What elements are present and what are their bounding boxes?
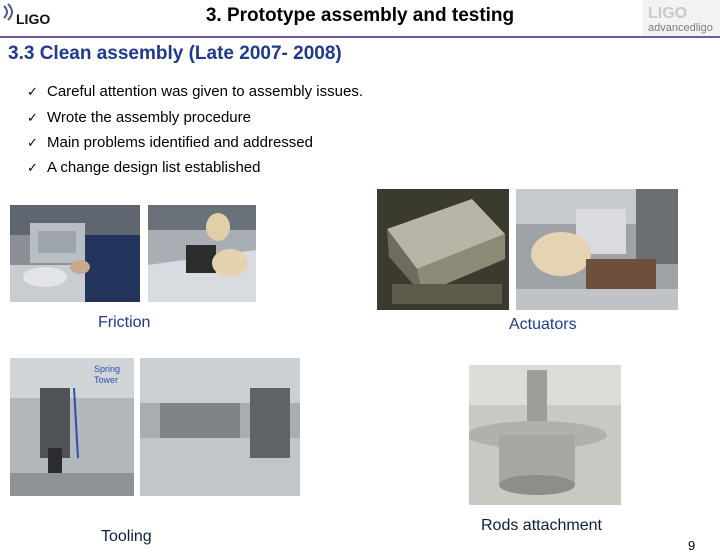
caption-rods-attachment: Rods attachment: [481, 517, 602, 534]
actuators-photo-1: [377, 189, 509, 310]
check-icon: ✓: [27, 84, 38, 99]
bullet-item: ✓ Main problems identified and addressed: [27, 134, 313, 151]
title-divider: [0, 36, 720, 38]
svg-text:LIGO: LIGO: [16, 11, 51, 27]
svg-text:advancedligo: advancedligo: [648, 22, 713, 34]
caption-friction: Friction: [98, 314, 151, 331]
check-icon: ✓: [27, 110, 38, 125]
advanced-ligo-logo: [642, 0, 720, 36]
caption-actuators: Actuators: [509, 316, 577, 333]
slide-title: 3. Prototype assembly and testing: [205, 5, 515, 26]
bullet-item: ✓ Careful attention was given to assembly issues.: [27, 83, 363, 100]
tooling-photo-2: [140, 358, 300, 496]
page-number: 9: [688, 538, 696, 553]
bullet-item: ✓ A change design list established: [27, 159, 261, 176]
rods-attachment-photo: [469, 365, 621, 505]
friction-photo-2: [148, 205, 256, 302]
bullet-item: ✓ Wrote the assembly procedure: [27, 109, 251, 126]
section-heading: 3.3 Clean assembly (Late 2007- 2008): [8, 43, 342, 64]
svg-text:LIGO: LIGO: [648, 5, 688, 22]
svg-text:Spring: Spring: [94, 364, 121, 374]
caption-tooling: Tooling: [101, 528, 152, 545]
actuators-photo-2: [516, 189, 678, 310]
friction-photo-1: [10, 205, 140, 302]
tooling-photo-1: [10, 358, 134, 496]
check-icon: ✓: [27, 135, 38, 150]
check-icon: ✓: [27, 160, 38, 175]
svg-text:Tower: Tower: [94, 375, 119, 385]
